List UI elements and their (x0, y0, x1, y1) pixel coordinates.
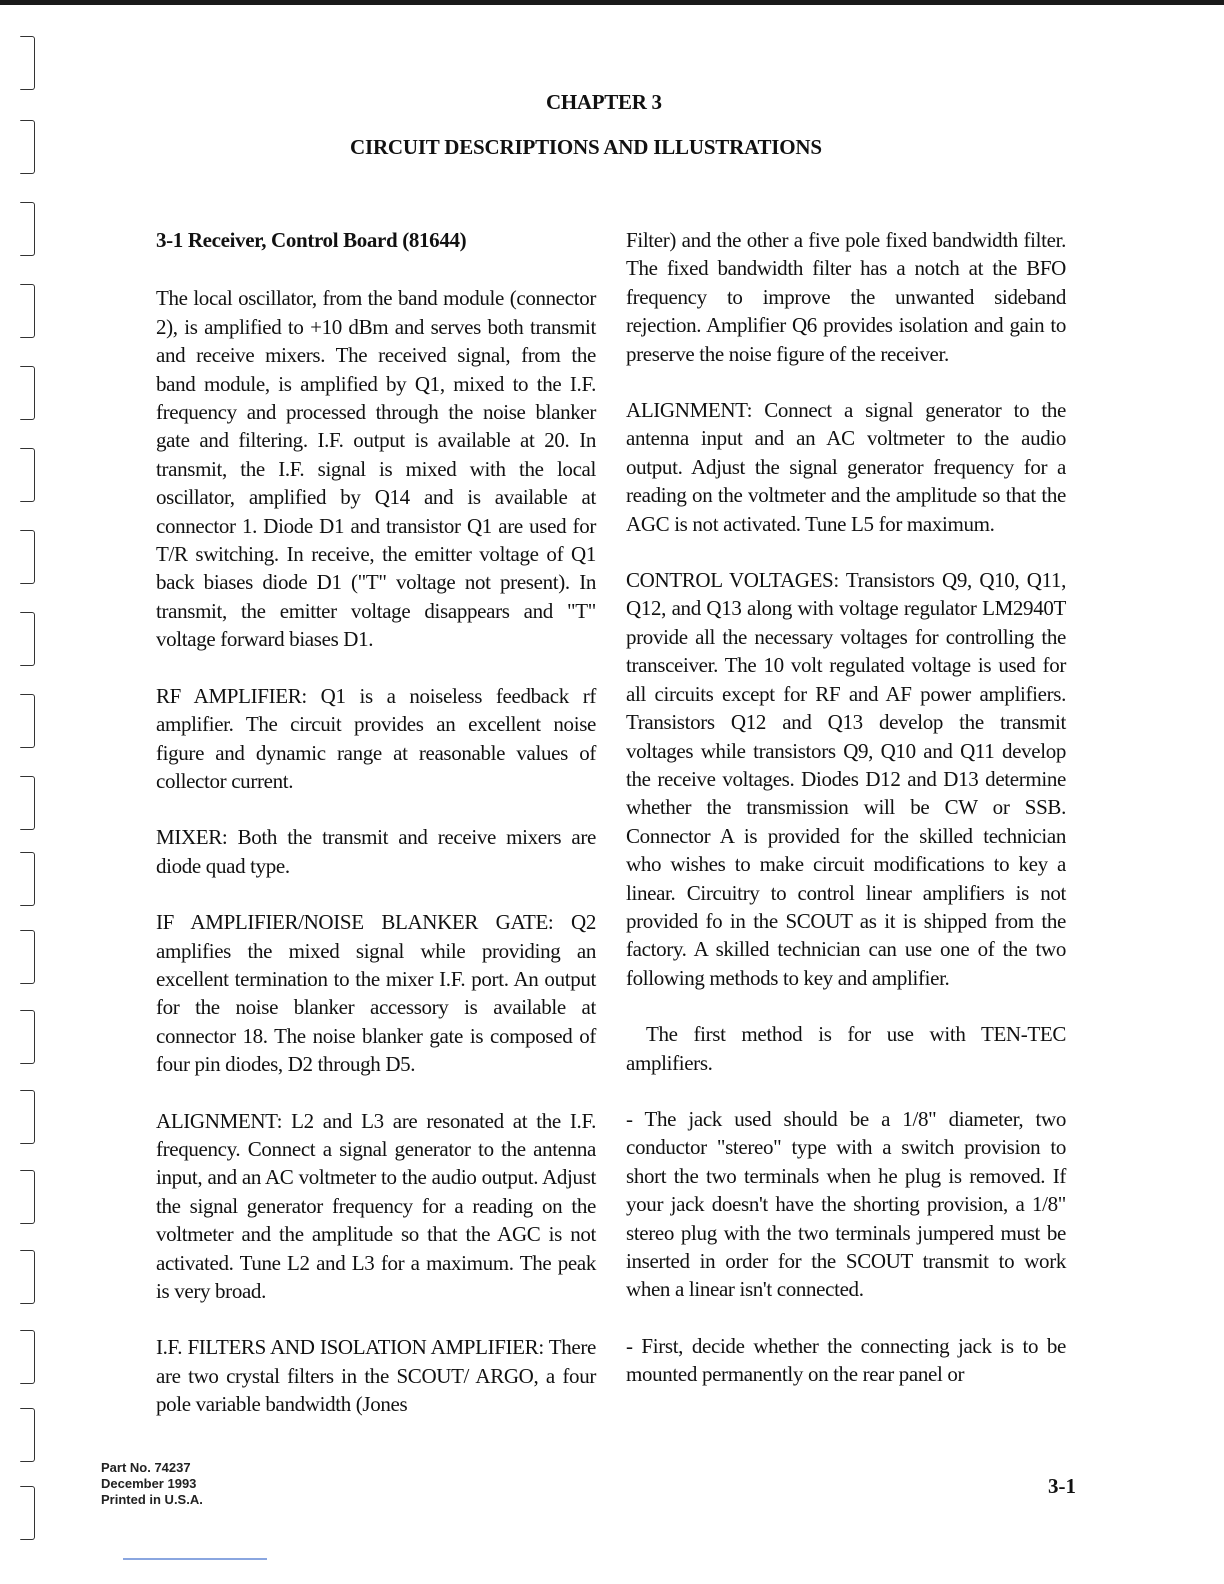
binder-mark-icon (20, 776, 35, 830)
binder-mark-icon (20, 612, 35, 666)
binder-mark-icon (20, 1408, 35, 1462)
paragraph-mixer: MIXER: Both the transmit and receive mixers are diode quad type. (156, 825, 596, 878)
binder-mark-icon (20, 448, 35, 502)
printed-location: Printed in U.S.A. (101, 1492, 203, 1507)
bottom-edge-mark (123, 1558, 267, 1560)
binder-mark-icon (20, 1330, 35, 1384)
part-number: Part No. 74237 (101, 1460, 191, 1475)
print-date: December 1993 (101, 1476, 197, 1491)
binder-hole-strip (20, 30, 40, 1560)
binder-mark-icon (20, 930, 35, 984)
binder-mark-icon (20, 202, 35, 256)
paragraph-alignment-l5: ALIGNMENT: Connect a signal generator to the antenna input and an AC voltmeter to the audio output. Adjust the signal generator frequency for a reading on the voltmeter and the amplitude so that the AGC is not activated. Tune L5 for maximum. (626, 398, 1066, 536)
top-edge-rule (0, 0, 1224, 5)
paragraph-local-oscillator: The local oscillator, from the band module (connector 2), is amplified to +10 dBm and serves both transmit and receive mixers. The received signal, from the band module, is amplified by Q1, mixed to the I.F. frequency and processed through the noise blanker gate and filtering. I.F. output is available at 20. In transmit, the I.F. signal is mixed with the local oscillator, amplified by Q14 and is available at connector 1. Diode D1 and transistor Q1 are used for T/R switching. In receive, the emitter voltage of Q1 back biases diode D1 ("T" voltage not present). In transmit, the emitter voltage disappears and "T" voltage forward biases D1. (156, 286, 596, 652)
paragraph-decide-mounting: - First, decide whether the connecting jack is to be mounted permanently on the rear panel or (626, 1333, 1066, 1387)
binder-mark-icon (20, 852, 35, 906)
binder-mark-icon (20, 1250, 35, 1304)
binder-mark-icon (20, 366, 35, 420)
page-number: 3-1 (1048, 1474, 1076, 1498)
binder-mark-icon (20, 530, 35, 584)
paragraph-rf-amplifier: RF AMPLIFIER: Q1 is a noiseless feedback rf amplifier. The circuit provides an excellent noise figure and dynamic range at reasonable values of collector current. (156, 683, 596, 793)
paragraph-alignment-l2-l3: ALIGNMENT: L2 and L3 are resonated at the I.F. frequency. Connect a signal generator to the antenna input, and an AC voltmeter to the audio output. Adjust the signal generator frequency for a reading on the voltmeter and the amplitude so that the AGC is not activated. Tune L2 and L3 for a maximum. The peak is very broad. (156, 1108, 596, 1303)
binder-mark-icon (20, 1010, 35, 1064)
paragraph-if-amplifier: IF AMPLIFIER/NOISE BLANKER GATE: Q2 amplifies the mixed signal while providing an excellent termination to the mixer I.F. port. An output for the noise blanker accessory is available at connector 18. The noise blanker gate is composed of four pin diodes, D2 through D5. (156, 910, 596, 1077)
footer-imprint (101, 1460, 203, 1508)
chapter-title: CIRCUIT DESCRIPTIONS AND ILLUSTRATIONS (350, 135, 822, 159)
binder-mark-icon (20, 1090, 35, 1144)
binder-mark-icon (20, 120, 35, 174)
section-heading: 3-1 Receiver, Control Board (81644) (156, 228, 467, 252)
paragraph-first-method: The first method is for use with TEN-TEC amplifiers. (626, 1022, 1066, 1075)
left-column (156, 226, 596, 1419)
binder-mark-icon (20, 694, 35, 748)
paragraph-jack-spec: - The jack used should be a 1/8" diameter, two conductor "stereo" type with a switch provision to short the two terminals when he plug is removed. If your jack doesn't have the shorting provision, a 1/8" stereo plug with the two terminals jumpered must be inserted in order for the SCOUT transmit to work when a linear isn't connected. (626, 1106, 1066, 1302)
binder-mark-icon (20, 1486, 35, 1540)
binder-mark-icon (20, 36, 35, 90)
paragraph-filter-continued: Filter) and the other a five pole fixed bandwidth filter. The fixed bandwidth filter has a notch at the BFO frequency to improve the unwanted sideband rejection. Amplifier Q6 provides isolation and gain to preserve the noise figure of the receiver. (626, 228, 1066, 366)
binder-mark-icon (20, 284, 35, 338)
paragraph-control-voltages: CONTROL VOLTAGES: Transistors Q9, Q10, Q11, Q12, and Q13 along with voltage regulator LM2940T provide all the necessary voltages for controlling the transceiver. The 10 volt regulated voltage is used for all circuits except for RF and AF power amplifiers. Transistors Q12 and Q13 develop the transmit voltages while transistors Q9, Q10 and Q11 develop the receive voltages. Diodes D12 and D13 determine whether the transmission will be CW or SSB. Connector A is provided for the skilled technician who wishes to make circuit modifications to key a linear. Circuitry to control linear amplifiers is not provided fo in the SCOUT as it is shipped from the factory. A skilled technician can use one of the two following methods to key and amplifier. (626, 568, 1066, 990)
paragraph-if-filters: I.F. FILTERS AND ISOLATION AMPLIFIER: There are two crystal filters in the SCOUT/ ARGO, a four pole variable bandwidth (Jones (156, 1335, 596, 1417)
right-column (626, 226, 1066, 1389)
chapter-number: CHAPTER 3 (546, 90, 662, 114)
binder-mark-icon (20, 1170, 35, 1224)
